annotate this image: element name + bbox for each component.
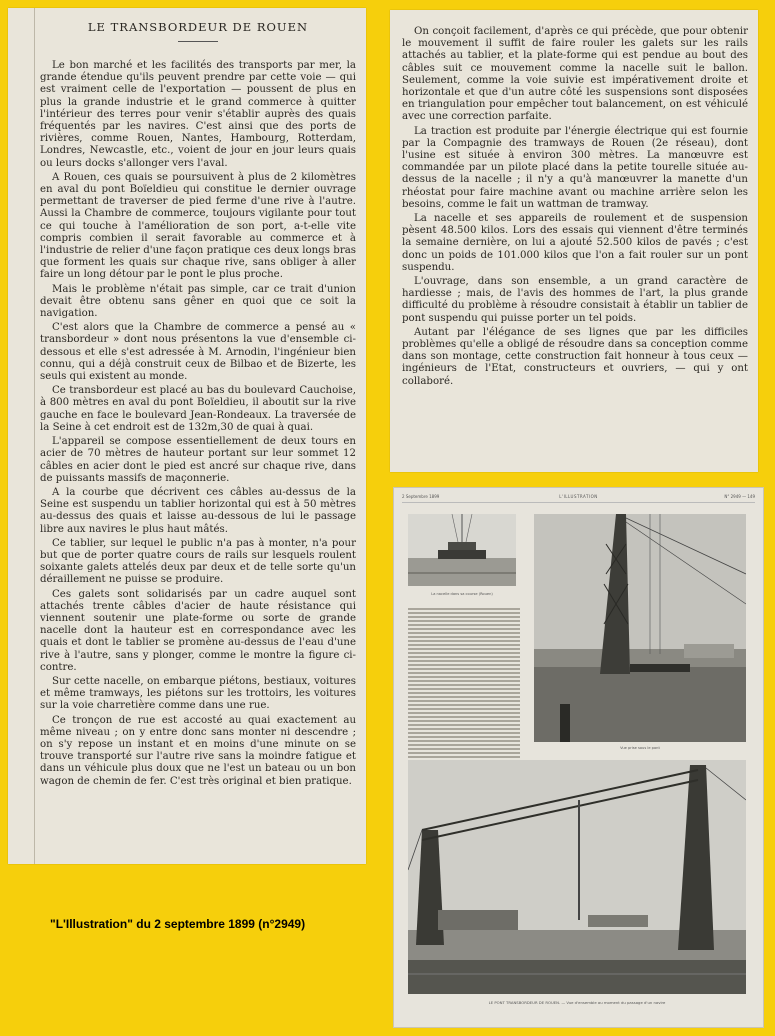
paragraph: Mais le problème n'était pas simple, car ce trait d'union devait être obtenu sans gêner en quoi que ce soit la navigation. <box>40 283 356 320</box>
paragraph: Le bon marché et les facilités des transports par mer, la grande étendue qu'ils peuvent prendre par cette voie — qui est vraiment celle de l'exportation — poussent de plus en plus la grande industrie et le grand commerce à quitter l'intérieur des terres pour venir s'établir auprès des quais fréquentés par les navires. C'est ainsi que des ports de rivières, comme Rouen, Nantes, Hambourg, Rotterdam, Londres, Newcastle, etc., voient de jour en jour leurs quais ou leurs docks s'allonger vers l'aval. <box>40 60 356 169</box>
paragraph: Ce tronçon de rue est accosté au quai exactement au même niveau ; on y entre donc sans monter ni descendre ; on s'y repose un instant et en moins d'une minute on se trouve transporté sur l'autre rive sans la moindre fatigue et dans un véhicule plus doux que ne l'est un bateau ou un bon wagon de chemin de fer. C'est très original et bien pratique. <box>40 714 356 787</box>
bridge-illustration <box>408 760 746 994</box>
article-clipping-left <box>8 8 366 864</box>
page-header <box>402 494 755 503</box>
paragraph: A la courbe que décrivent ces câbles au-dessus de la Seine est suspendu un tablier horizontal qui est à 50 mètres au-dessus des quais et laisse au-dessous de lui le passage libre aux navires le plus haut mâtés. <box>40 486 356 535</box>
nacelle-photo-caption: La nacelle dans sa course (Rouen) <box>431 592 493 596</box>
bridge-photo-caption: LE PONT TRANSBORDEUR DE ROUEN. — Vue d'ensemble au moment du passage d'un navire <box>488 1000 666 1005</box>
paragraph: L'appareil se compose essentiellement de deux tours en acier de 70 mètres de hauteur portant sur leur sommet 12 câbles en acier dont le pied est ancré sur chaque rive, dans de puissants massifs de maçonnerie. <box>40 436 356 484</box>
bridge-overview-photo <box>408 760 746 994</box>
paragraph: C'est alors que la Chambre de commerce a pensé au « transbordeur » dont nous présentons la vue d'ensemble ci-dessous et elle s'est adressée à M. Arnodin, l'ingénieur bien connu, qui a déjà construit ceux de Bilbao et de Bizerte, les seuls qui existent au monde. <box>40 322 356 383</box>
magazine-page-thumbnail <box>393 487 764 1028</box>
paragraph: Ce tablier, sur lequel le public n'a pas à monter, n'a pour but que de porter quatre cours de rails sur lesquels roulent soixante galets attelés deux par deux et de telle sorte qu'un déraillement ne puisse se produire. <box>40 537 356 586</box>
paragraph: Autant par l'élégance de ses lignes que par les difficiles problèmes qu'elle a obligé de résoudre dans sa conception comme dans son montage, cette construction fait honneur à tous ceux — ingénieurs de l'Etat, constructeurs et ouvriers, — qui y ont collaboré. <box>402 326 748 387</box>
paragraph: Ces galets sont solidarisés par un cadre auquel sont attachés trente câbles d'acier de haute résistance qui viennent soutenir une plate-forme ou sorte de grande nacelle dont la hauteur est en correspondance avec les quais et dont le tablier se promène au-dessus de l'eau d'une rive à l'autre, sans y plonger, comme le montre la figure ci-contre. <box>40 588 356 673</box>
nacelle-photo <box>408 514 516 586</box>
paragraph: La traction est produite par l'énergie électrique qui est fournie par la Compagnie des tramways de Rouen (2e réseau), dont l'usine est située à environ 300 mètres. La manœuvre est commandée par un pilote placé dans la petite tourelle située au-dessus de la nacelle ; il n'y a qu'à manœuvrer la manette d'un rhéostat pour faire machine avant ou machine arrière selon les besoins, comme le fait un wattman de tramway. <box>402 125 748 210</box>
article-title: LE TRANSBORDEUR DE ROUEN <box>40 20 356 42</box>
article-clipping-right <box>390 10 758 472</box>
page-number: N° 2949 — 149 <box>724 494 755 499</box>
tower-illustration <box>534 514 746 742</box>
tower-photo-caption: Vue prise sous le pont <box>620 746 660 750</box>
tower-photo <box>534 514 746 742</box>
article-body-left <box>40 60 356 790</box>
article-body-right <box>402 26 748 390</box>
nacelle-illustration <box>408 514 516 586</box>
paragraph: Ce transbordeur est placé au bas du boulevard Cauchoise, à 800 mètres en aval du pont Boïeldieu, il aboutit sur la rive gauche en face le boulevard Jean-Rondeaux. La traversée de la Seine à cet endroit est de 132m,30 de quai à quai. <box>40 385 356 433</box>
source-caption: "L'Illustration" du 2 septembre 1899 (n°2949) <box>50 917 306 931</box>
paragraph: La nacelle et ses appareils de roulement et de suspension pèsent 48.500 kilos. Lors des essais qui viennent d'être terminés la semaine dernière, on lui a ajouté 52.500 kilos de pavés ; c'est donc un poids de 101.000 kilos que l'on a fait rouler sur un pont suspendu. <box>402 213 748 273</box>
paragraph: On conçoit facilement, d'après ce qui précède, que pour obtenir le mouvement il suffit de faire rouler les galets sur les rails attachés au tablier, et la plate-forme qui est pendue au bout des câbles suit ce mouvement comme la nacelle suit le ballon. Seulement, comme la voie suivie est impérativement droite et horizontale et que d'un autre côté les suspensions sont disposées en triangulation pour empêcher tout balancement, on est véhiculé avec une correction parfaite. <box>402 26 748 123</box>
page-masthead: L'ILLUSTRATION <box>559 494 598 499</box>
paragraph: Sur cette nacelle, on embarque piétons, bestiaux, voitures et même tramways, les piétons sur les trottoirs, les voitures sur la voie charretière comme dans une rue. <box>40 675 356 712</box>
page-date: 2 Septembre 1899 <box>402 494 440 499</box>
paragraph: A Rouen, ces quais se poursuivent à plus de 2 kilomètres en aval du pont Boïeldieu qui constitue le dernier ouvrage permettant de traverser de pied ferme d'une rive à l'autre. Aussi la Chambre de commerce, toujours vigilante pour tout ce qui touche à l'amélioration de son port, a-t-elle vite compris combien il serait favorable au commerce et à l'industrie de relier d'une façon pratique ces deux longs bras que forment les quais sur chaque rive, sans obliger à aller faire un long détour par le pont le plus proche. <box>40 171 356 281</box>
margin-rule <box>34 8 35 864</box>
paragraph: L'ouvrage, dans son ensemble, a un grand caractère de hardiesse ; mais, de l'avis des hommes de l'art, la plus grande difficulté du problème à résoudre consistait à établir un tablier de pont suspendu qui puisse porter un tel poids. <box>402 276 748 324</box>
